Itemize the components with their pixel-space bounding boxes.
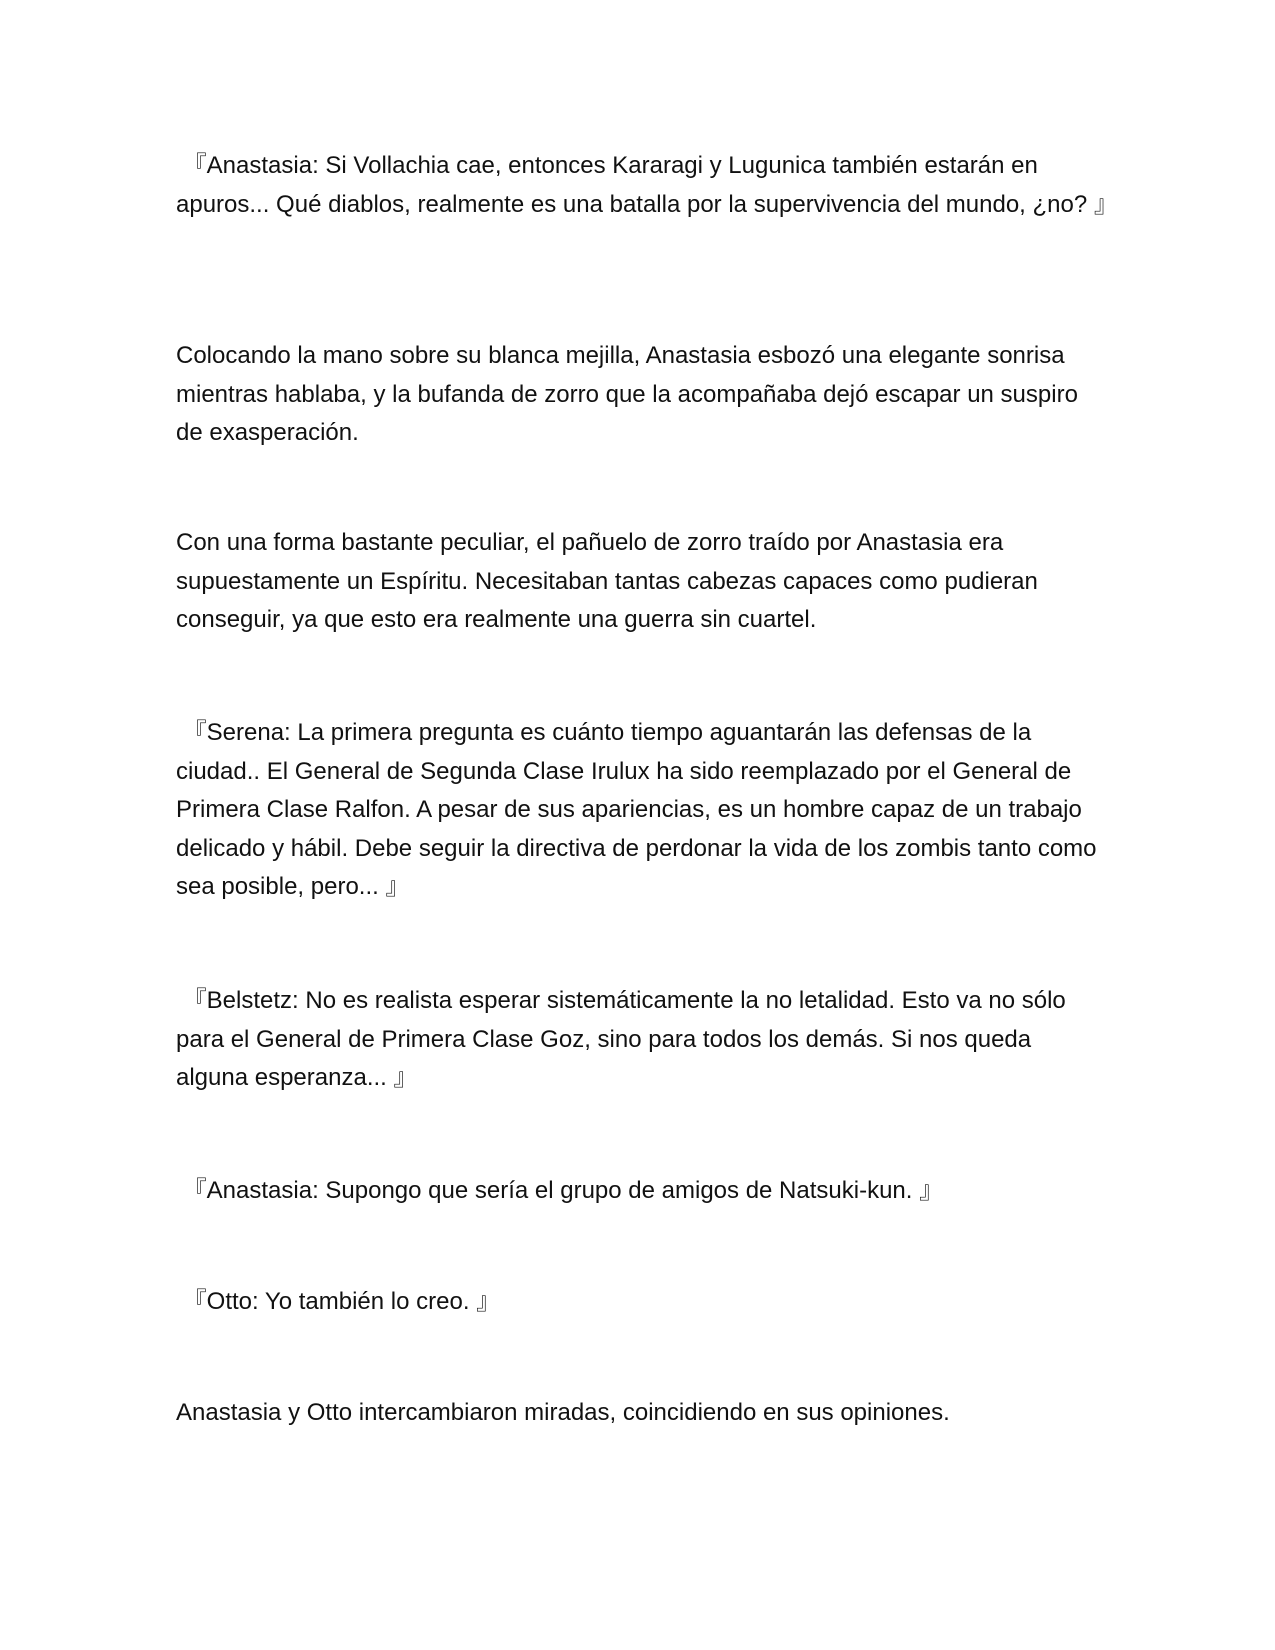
dialogue-anastasia-vollachia: 『Anastasia: Si Vollachia cae, entonces Kararagi y Lugunica también estarán en apuros... Qué diablos, realmente es una batalla por la supervivencia del mundo, ¿no? 』: [176, 152, 1118, 218]
dialogue-anastasia-natsuki: 『Anastasia: Supongo que sería el grupo de amigos de Natsuki-kun. 』: [176, 1177, 944, 1204]
narration-anastasia-smile: Colocando la mano sobre su blanca mejilla, Anastasia esbozó una elegante sonrisa mientras hablaba, y la bufanda de zorro que la acompañaba dejó escapar un suspiro de exasperación.: [176, 342, 1078, 446]
narration-fox-spirit: Con una forma bastante peculiar, el pañuelo de zorro traído por Anastasia era supuestamente un Espíritu. Necesitaban tantas cabezas capaces como pudieran conseguir, ya que esto era realmente una guerra sin cuartel.: [176, 529, 1038, 633]
narration-exchange-glances: Anastasia y Otto intercambiaron miradas, coincidiendo en sus opiniones.: [176, 1399, 950, 1426]
dialogue-belstetz: 『Belstetz: No es realista esperar sistemáticamente la no letalidad. Esto va no sólo para el General de Primera Clase Goz, sino para todos los demás. Si nos queda alguna esperanza... 』: [176, 987, 1066, 1091]
dialogue-serena: 『Serena: La primera pregunta es cuánto tiempo aguantarán las defensas de la ciudad.. El General de Segunda Clase Irulux ha sido reemplazado por el General de Primera Clase Ralfon. A pesar de sus apariencias, es un hombre capaz de un trabajo delicado y hábil. Debe seguir la directiva de perdonar la vida de los zombis tanto como sea posible, pero... 』: [176, 719, 1097, 900]
dialogue-otto: 『Otto: Yo también lo creo. 』: [176, 1288, 501, 1315]
